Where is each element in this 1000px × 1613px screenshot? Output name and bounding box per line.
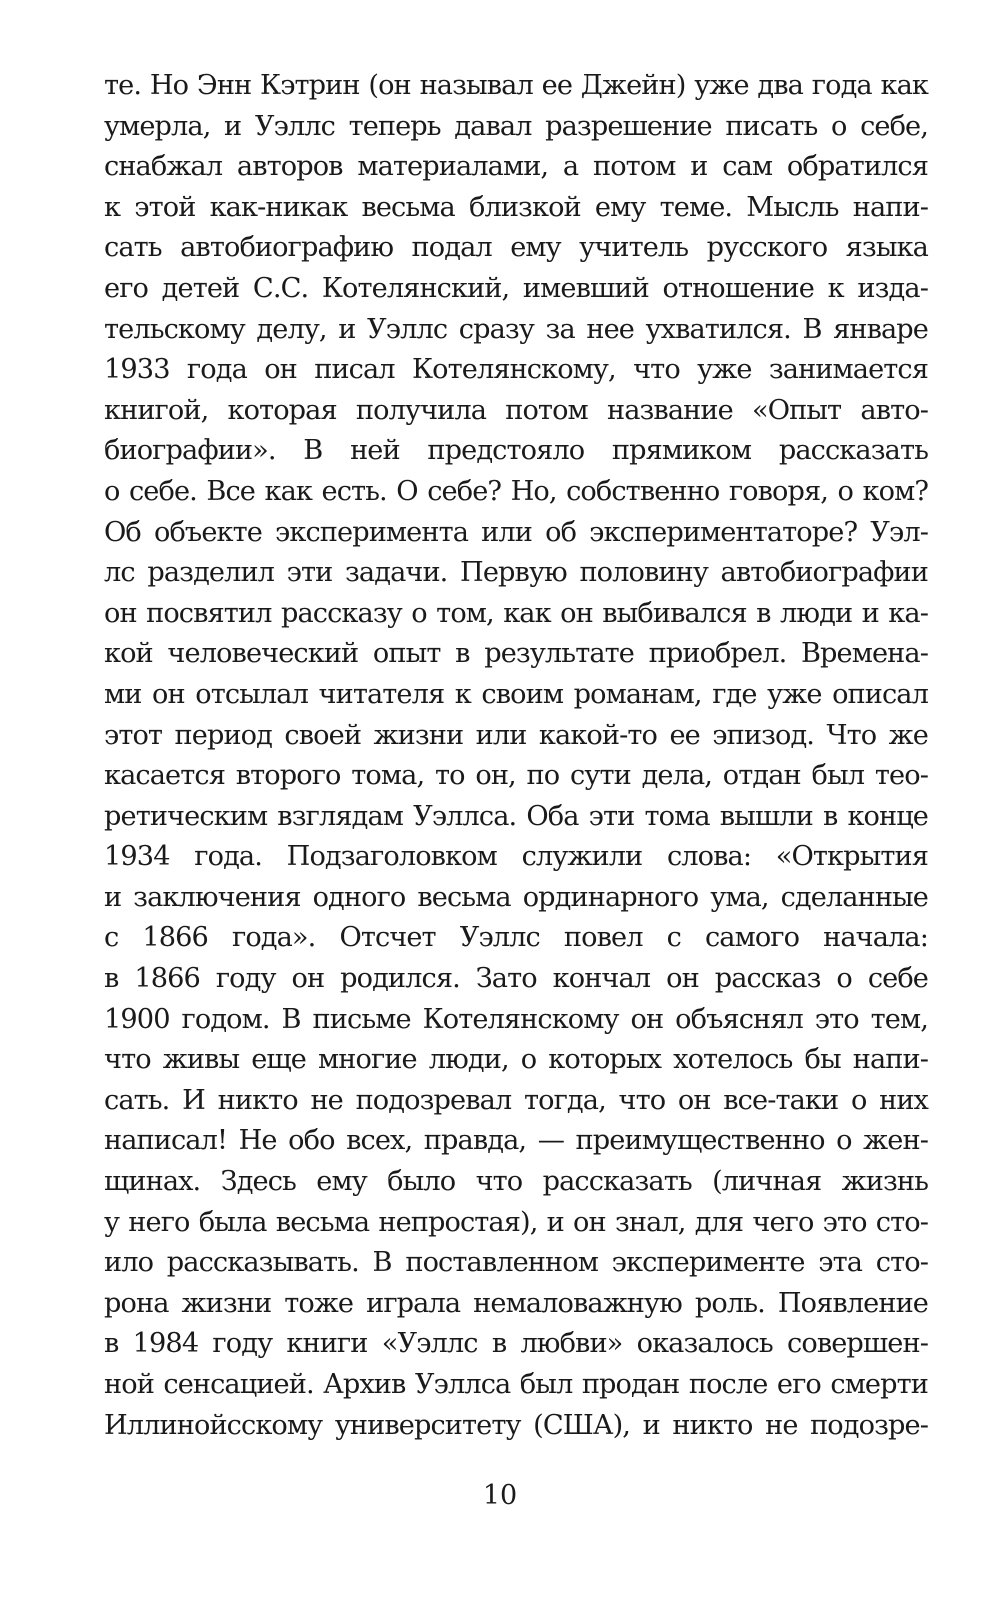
text-line: те. Но Энн Кэтрин (он называл ее Джейн) уже два года как: [104, 70, 928, 101]
body-text: [104, 66, 928, 1446]
text-line: биографии». В ней предстояло прямиком рассказать: [104, 435, 928, 467]
text-line: книгой, которая получила потом название «Опыт авто-: [104, 394, 928, 426]
text-line: сать. И никто не подозревал тогда, что он все-таки о них: [104, 1084, 928, 1116]
text-line: лс разделил эти задачи. Первую половину автобиографии: [104, 557, 928, 589]
page-number: 10: [482, 1480, 518, 1511]
text-line: написал! Не обо всех, правда, — преимущественно о жен-: [104, 1125, 928, 1157]
text-line: касается второго тома, то он, по сути дела, отдан был тео-: [104, 760, 928, 792]
text-line: рона жизни тоже играла немаловажную роль. Появление: [104, 1287, 928, 1319]
text-line: ило рассказывать. В поставленном эксперименте эта сто-: [104, 1247, 928, 1279]
text-line: что живы еще многие люди, о которых хотелось бы напи-: [104, 1044, 928, 1076]
text-line: о себе. Все как есть. О себе? Но, собственно говоря, о ком?: [104, 475, 928, 507]
text-line: умерла, и Уэллс теперь давал разрешение писать о себе,: [104, 110, 928, 142]
text-line: сать автобиографию подал ему учитель русского языка: [104, 232, 928, 264]
text-line: 1933 года он писал Котелянскому, что уже занимается: [104, 354, 928, 386]
text-line: 1934 года. Подзаголовком служили слова: «Открытия: [104, 841, 928, 873]
text-line: ми он отсылал читателя к своим романам, где уже описал: [104, 678, 928, 710]
text-line: Об объекте эксперимента или об экспериментаторе? Уэл-: [104, 516, 928, 548]
text-line: Иллинойсскому университету (США), и никто не подозре-: [104, 1409, 928, 1441]
text-line: щинах. Здесь ему было что рассказать (личная жизнь: [104, 1166, 928, 1198]
text-line: и заключения одного весьма ординарного ума, сделанные: [104, 881, 928, 913]
text-line: его детей С.С. Котелянский, имевший отношение к изда-: [104, 272, 928, 304]
text-line: ретическим взглядам Уэллса. Оба эти тома вышли в конце: [104, 800, 928, 832]
text-line: 1900 годом. В письме Котелянскому он объяснял это тем,: [104, 1003, 928, 1035]
text-line: с 1866 года». Отсчет Уэллс повел с самого начала:: [104, 922, 928, 954]
text-line: к этой как-никак весьма близкой ему теме. Мысль напи-: [104, 191, 928, 223]
text-line: тельскому делу, и Уэллс сразу за нее ухватился. В январе: [104, 313, 928, 345]
text-line: снабжал авторов материалами, а потом и сам обратился: [104, 151, 928, 183]
text-line: в 1984 году книги «Уэллс в любви» оказалось совершен-: [104, 1328, 928, 1360]
text-line: у него была весьма непростая), и он знал, для чего это сто-: [104, 1206, 928, 1238]
text-line: этот период своей жизни или какой-то ее эпизод. Что же: [104, 719, 928, 751]
text-line: ной сенсацией. Архив Уэллса был продан после его смерти: [104, 1369, 928, 1400]
text-line: кой человеческий опыт в результате приобрел. Времена-: [104, 638, 928, 670]
text-line: он посвятил рассказу о том, как он выбивался в люди и ка-: [104, 597, 928, 629]
text-line: в 1866 году он родился. Зато кончал он рассказ о себе: [104, 963, 928, 995]
